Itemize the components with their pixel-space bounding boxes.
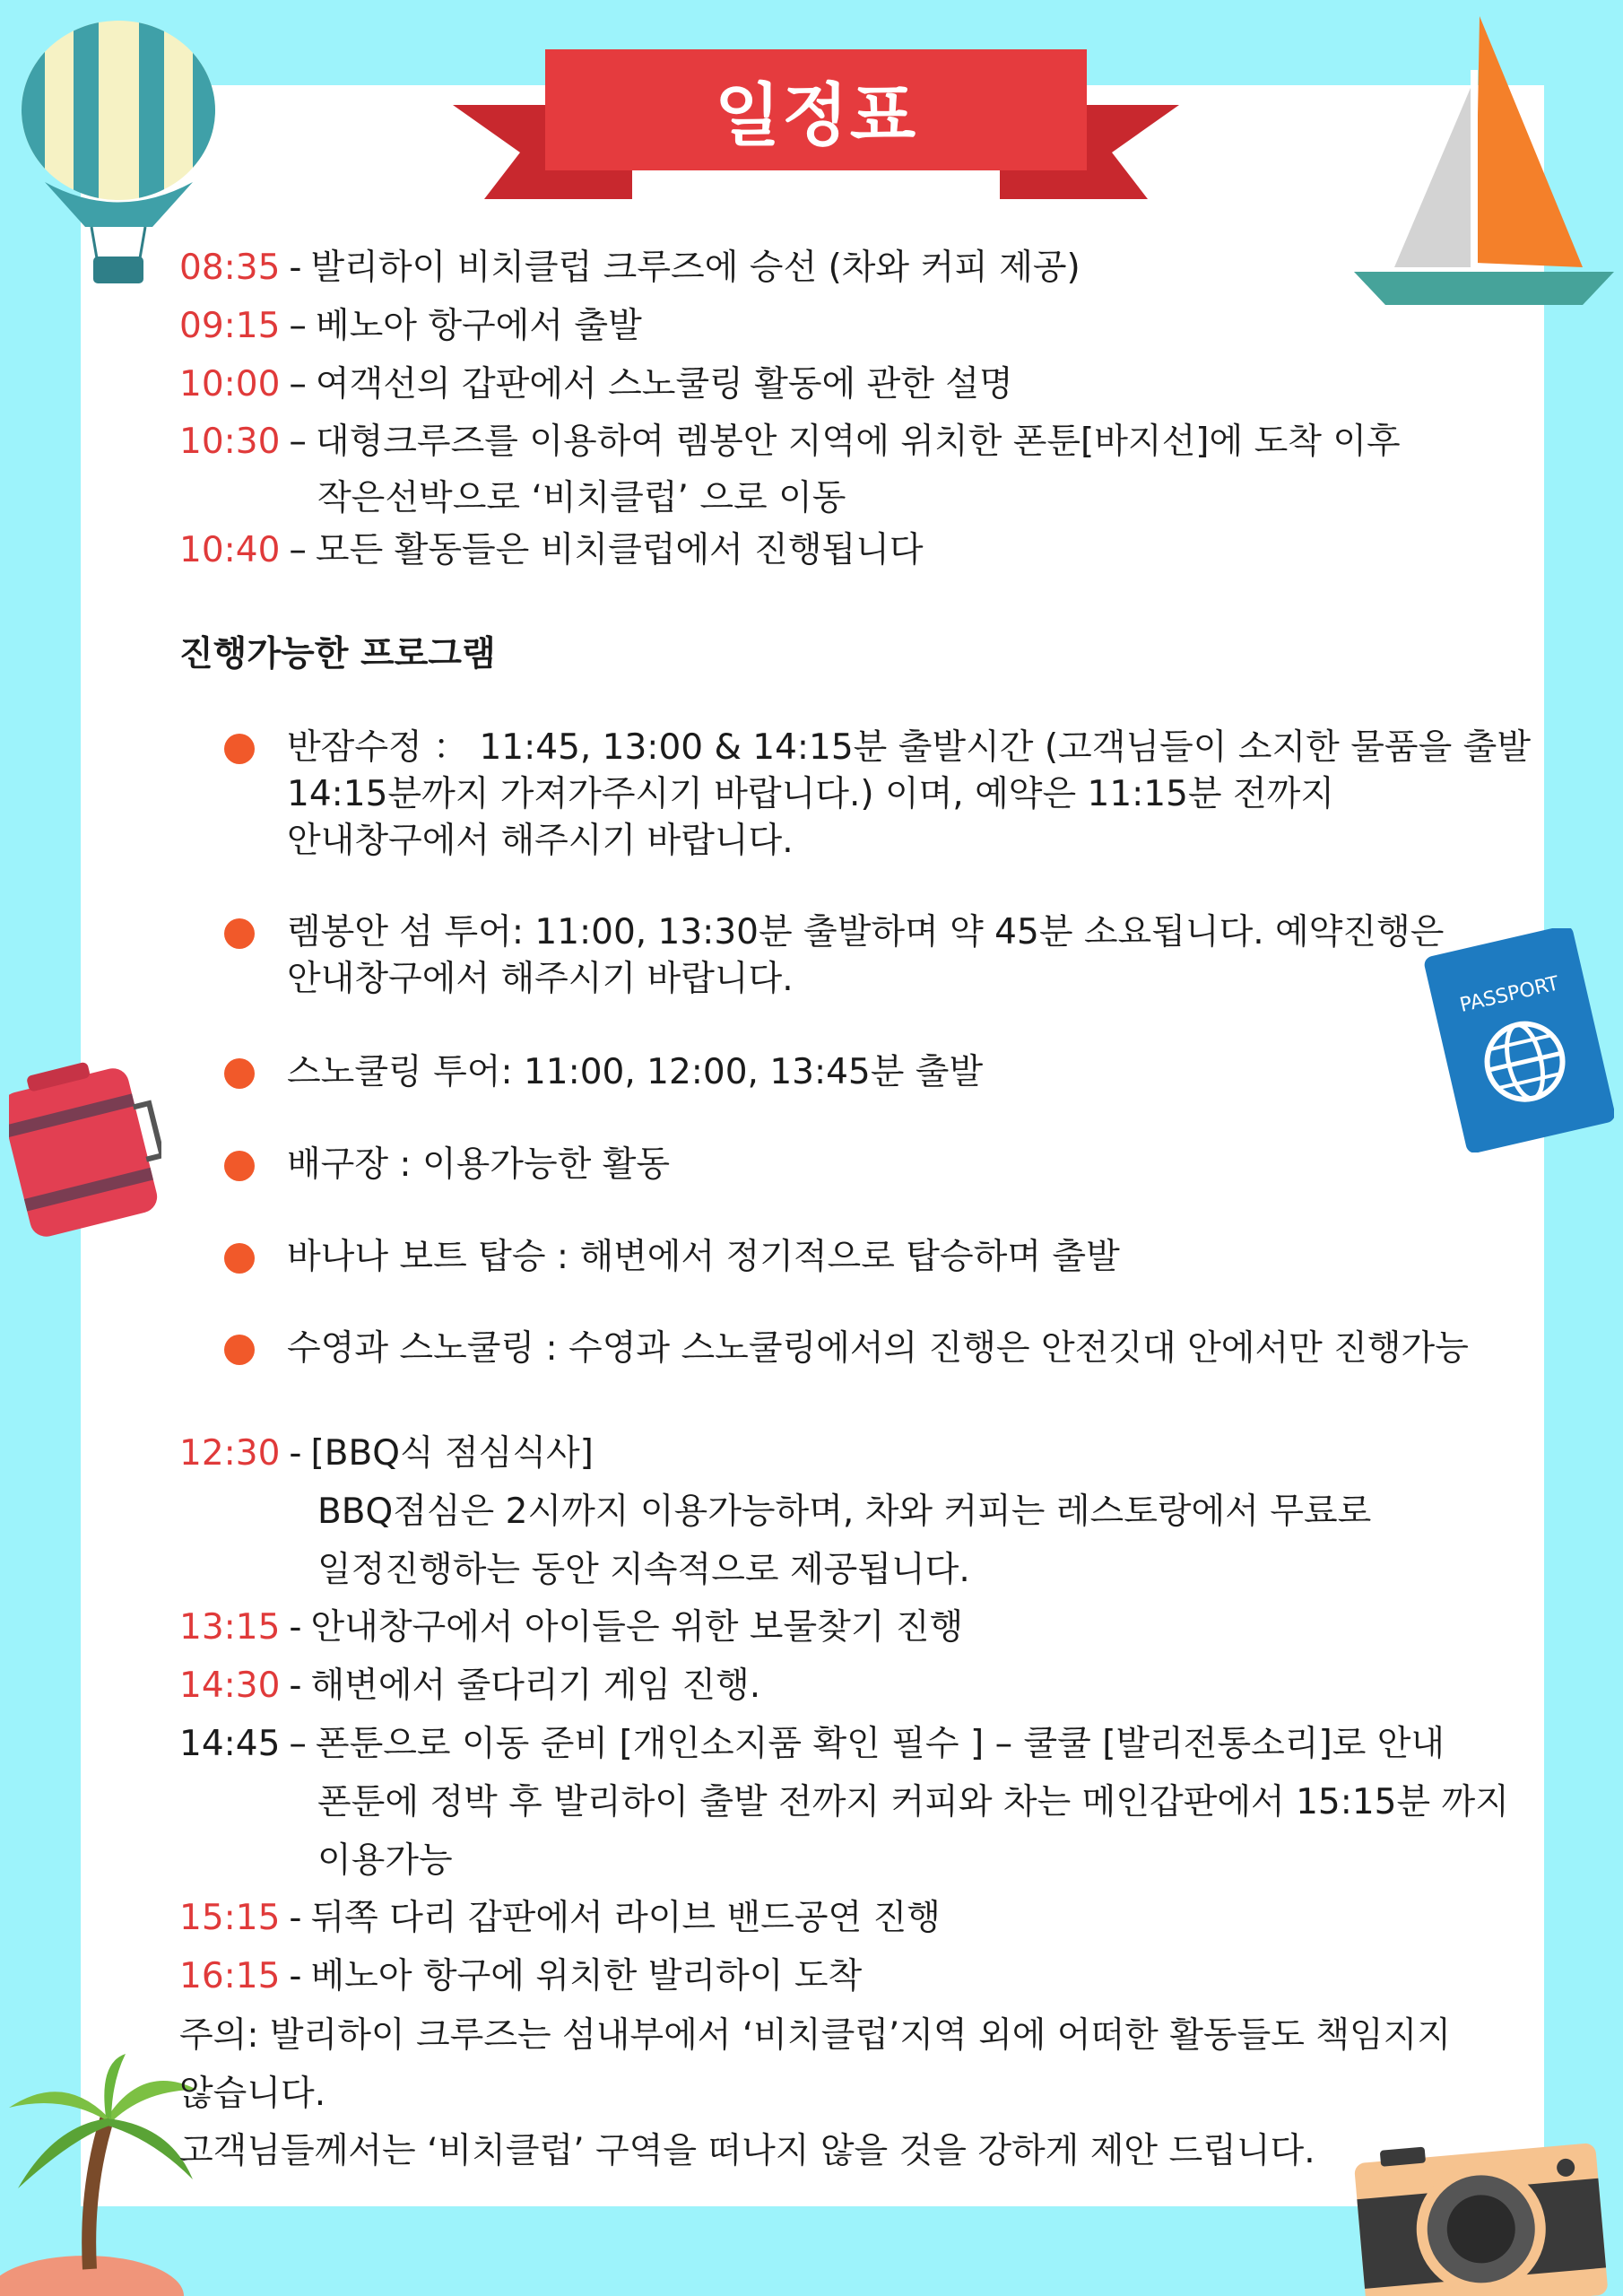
- schedule-text-continued: 이용가능: [317, 1840, 453, 1881]
- schedule-time: 14:45: [179, 1724, 281, 1764]
- program-line: 안내창구에서 해주시기 바랍니다.: [287, 821, 794, 861]
- schedule-item: 13:15 - 안내창구에서 아이들은 위한 보물찾기 진행: [179, 1607, 964, 1648]
- schedule-text: 안내창구에서 아이들은 위한 보물찾기 진행: [310, 1607, 964, 1648]
- program-line: 배구장 : 이용가능한 활동: [287, 1144, 671, 1185]
- schedule-text: 여객선의 갑판에서 스노쿨링 활동에 관한 설명: [315, 364, 1013, 404]
- schedule-item: 14:45 – 폰툰으로 이동 준비 [개인소지품 확인 필수 ] – 쿨쿨 [발리전통소리]로 안내: [179, 1724, 1445, 1764]
- schedule-text: 베노아 항구에서 출발: [315, 306, 642, 346]
- sailboat-icon: [1354, 16, 1614, 312]
- notice-line: 주의: 발리하이 크루즈는 섬내부에서 ‘비치클럽’지역 외에 어떠한 활동들도 책임지지: [179, 2015, 1452, 2056]
- palm-tree-icon: [0, 2054, 206, 2296]
- camera-icon: [1350, 2126, 1619, 2296]
- suitcase-icon: [9, 1058, 161, 1238]
- schedule-text: 폰툰으로 이동 준비 [개인소지품 확인 필수 ] – 쿨쿨 [발리전통소리]로 안내: [315, 1724, 1445, 1764]
- schedule-item: 10:40 – 모든 활동들은 비치클럽에서 진행됩니다: [179, 530, 924, 570]
- passport-label: PASSPORT: [1457, 972, 1561, 1017]
- bullet-icon: [224, 1058, 255, 1089]
- schedule-text: [BBQ식 점심식사]: [310, 1433, 594, 1474]
- schedule-text: 해변에서 줄다리기 게임 진행.: [310, 1665, 761, 1706]
- notice-line: 않습니다.: [179, 2074, 326, 2114]
- programs-heading: 진행가능한 프로그램: [179, 634, 496, 674]
- schedule-item: 09:15 – 베노아 항구에서 출발: [179, 306, 642, 346]
- schedule-text: 발리하이 비치클럽 크루즈에 승선 (차와 커피 제공): [310, 248, 1081, 288]
- schedule-text-continued: 폰툰에 정박 후 발리하이 출발 전까지 커피와 차는 메인갑판에서 15:15분 까지: [317, 1782, 1509, 1822]
- program-line: 14:15분까지 가져가주시기 바랍니다.) 이며, 예약은 11:15분 전까지: [287, 774, 1335, 814]
- bullet-icon: [224, 1335, 255, 1365]
- program-line: 안내창구에서 해주시기 바랍니다.: [287, 959, 794, 999]
- schedule-text: 베노아 항구에 위치한 발리하이 도착: [310, 1956, 863, 1996]
- schedule-item: 15:15 - 뒤쪽 다리 갑판에서 라이브 밴드공연 진행: [179, 1898, 941, 1938]
- program-line: 수영과 스노쿨링 : 수영과 스노쿨링에서의 진행은 안전깃대 안에서만 진행가능: [287, 1328, 1469, 1369]
- passport-icon: [1421, 928, 1614, 1152]
- schedule-time: 10:40: [179, 530, 281, 570]
- program-line: 바나나 보트 탑승 : 해변에서 정기적으로 탑승하며 출발: [287, 1237, 1120, 1277]
- schedule-item: 10:00 – 여객선의 갑판에서 스노쿨링 활동에 관한 설명: [179, 364, 1013, 404]
- title-banner: [545, 49, 1087, 170]
- schedule-text-continued: BBQ점심은 2시까지 이용가능하며, 차와 커피는 레스토랑에서 무료로: [317, 1492, 1372, 1532]
- schedule-time: 10:30: [179, 422, 281, 462]
- schedule-item: 16:15 - 베노아 항구에 위치한 발리하이 도착: [179, 1956, 863, 1996]
- bullet-icon: [224, 1243, 255, 1274]
- program-line: 반잠수정 ： 11:45, 13:00 & 14:15분 출발시간 (고객님들이 소지한 물품을 출발: [287, 727, 1531, 768]
- schedule-item: 12:30 - [BBQ식 점심식사]: [179, 1433, 594, 1474]
- schedule-item: 10:30 – 대형크루즈를 이용하여 렘봉안 지역에 위치한 폰툰[바지선]에 도착 이후: [179, 422, 1401, 462]
- bullet-icon: [224, 918, 255, 949]
- program-line: 스노쿨링 투어: 11:00, 12:00, 13:45분 출발: [287, 1052, 984, 1092]
- schedule-text: 뒤쪽 다리 갑판에서 라이브 밴드공연 진행: [310, 1898, 941, 1938]
- notice-line: 고객님들께서는 ‘비치클럽’ 구역을 떠나지 않을 것을 강하게 제안 드립니다.: [179, 2131, 1315, 2171]
- schedule-time: 13:15: [179, 1607, 281, 1648]
- schedule-text-continued: 작은선박으로 ‘비치클럽’ 으로 이동: [317, 478, 846, 518]
- schedule-text-continued: 일정진행하는 동안 지속적으로 제공됩니다.: [317, 1550, 970, 1590]
- schedule-time: 09:15: [179, 306, 281, 346]
- bullet-icon: [224, 734, 255, 764]
- schedule-item: 08:35 - 발리하이 비치클럽 크루즈에 승선 (차와 커피 제공): [179, 248, 1081, 288]
- schedule-time: 10:00: [179, 364, 281, 404]
- program-line: 렘봉안 섬 투어: 11:00, 13:30분 출발하며 약 45분 소요됩니다. 예약진행은: [287, 912, 1445, 952]
- schedule-time: 14:30: [179, 1665, 281, 1706]
- schedule-text: 대형크루즈를 이용하여 렘봉안 지역에 위치한 폰툰[바지선]에 도착 이후: [315, 422, 1401, 462]
- schedule-time: 15:15: [179, 1898, 281, 1938]
- schedule-time: 16:15: [179, 1956, 281, 1996]
- bullet-icon: [224, 1151, 255, 1181]
- page-title: 일정표: [714, 75, 918, 155]
- schedule-item: 14:30 - 해변에서 줄다리기 게임 진행.: [179, 1665, 761, 1706]
- schedule-text: 모든 활동들은 비치클럽에서 진행됩니다: [315, 530, 924, 570]
- schedule-time: 08:35: [179, 248, 281, 288]
- schedule-time: 12:30: [179, 1433, 281, 1474]
